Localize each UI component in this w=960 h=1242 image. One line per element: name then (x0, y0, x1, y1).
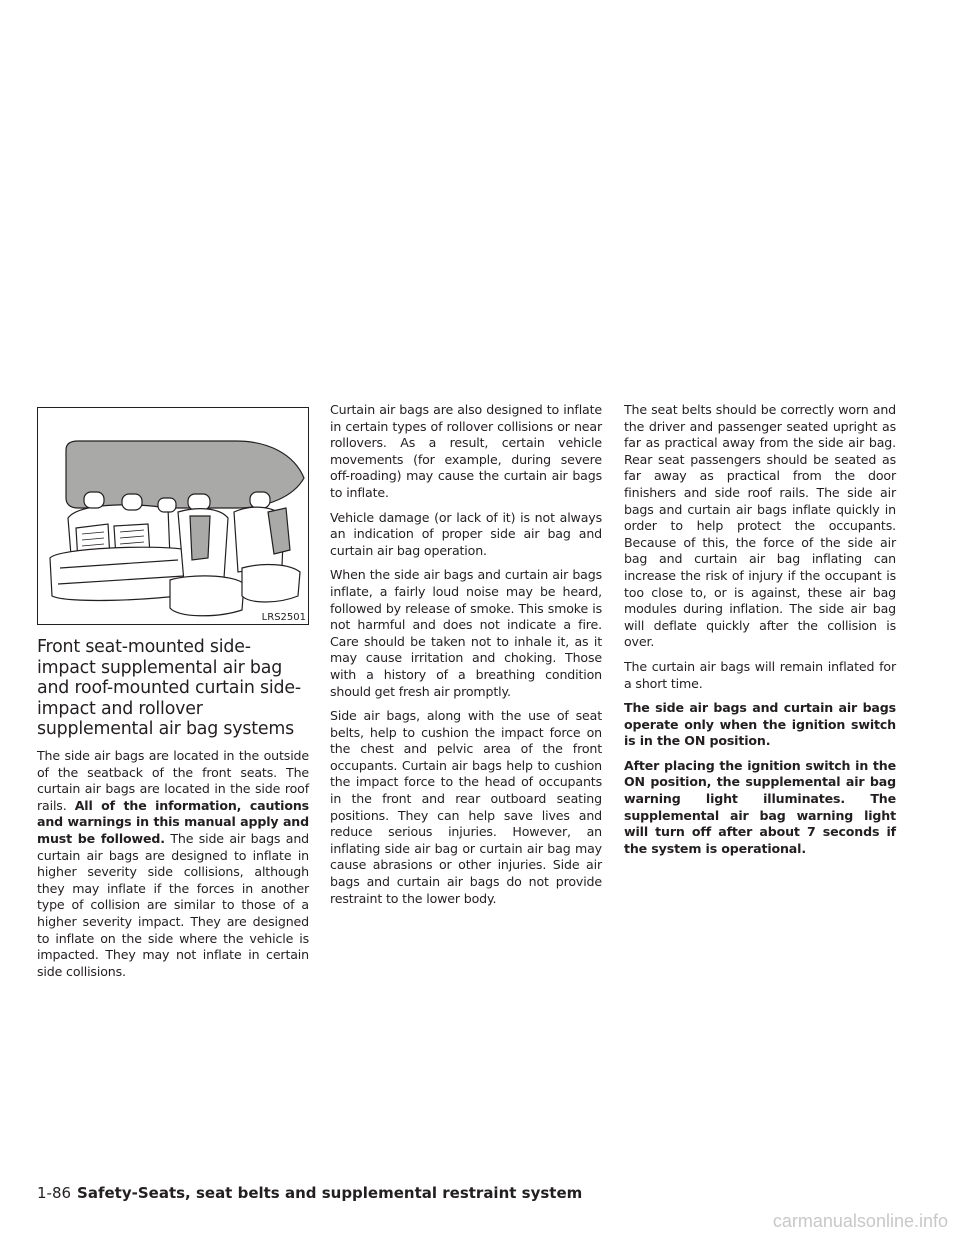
seat-belts-paragraph: The seat belts should be correctly worn and the driver and passenger seated upright as far as practical away from the side air bag. Rear seat passengers should be seated as far away as practical from the door finishers and side roof rails. The side air bags and curtain air bags inflate quickly in order to help protect the occupants. Because of this, the force of the side air bag and curtain air bag inflating can increase the risk of injury if the occupant is too close to, or is against, these air bag modules during inflation. The side air bag will deflate quickly after the collision is over. (624, 402, 896, 650)
column-2 (330, 402, 602, 915)
intro-text-continued: The side air bags and curtain air bags are designed to inflate in higher severity side collisions, although they may inflate if the forces in another type of collision are similar to those of a higher severity impact. They are designed to inflate on the side where the vehicle is impacted. They may not inflate in certain side collisions. (37, 830, 310, 979)
column-1 (37, 404, 309, 988)
intro-text: The side air bags are located in the outside of the seatback of the front seats. The curtain air bags are located in the side roof rails. (37, 747, 309, 813)
intro-paragraph (37, 748, 309, 980)
warning-light-paragraph: After placing the ignition switch in the ON position, the supplemental air bag warning light illuminates. The supplemental air bag warning light will turn off after about 7 seconds if the system is operational. (624, 757, 896, 856)
page-footer (37, 1184, 582, 1202)
seats-and-airbags-drawing (38, 408, 308, 624)
footer-title: Safety-Seats, seat belts and supplemental restraint system (77, 1184, 583, 1202)
page-number: 1-86 (37, 1184, 72, 1202)
watermark-text: carmanualsonline.info (772, 1211, 948, 1231)
section-heading: Front seat-mounted side-impact supplemental air bag and roof-mounted curtain side-impact and rollover supplemental air bag systems (37, 637, 301, 740)
figure-label: LRS2501 (261, 612, 306, 623)
curtain-remain-paragraph: The curtain air bags will remain inflated for a short time. (624, 658, 896, 691)
column-3 (624, 402, 896, 865)
rollover-paragraph: Curtain air bags are also designed to inflate in certain types of rollover collisions or near rollovers. As a result, certain vehicle movements (for example, during severe off-roading) may cause the curtain air bags to inflate. (330, 402, 602, 500)
ignition-operation-paragraph: The side air bags and curtain air bags operate only when the ignition switch is in the ON position. (624, 700, 896, 749)
intro-bold-warning: All of the information, cautions and warnings in this manual apply and must be followed. (37, 797, 309, 846)
inflation-noise-paragraph: When the side air bags and curtain air bags inflate, a fairly loud noise may be heard, followed by release of smoke. This smoke is not harmful and does not indicate a fire. Care should be taken not to inhale it, as it may cause irritation and choking. Those with a history of a breathing condition should get fresh air promptly. (330, 567, 602, 699)
vehicle-damage-paragraph: Vehicle damage (or lack of it) is not always an indication of proper side air bag and curtain air bag operation. (330, 509, 602, 558)
cushion-paragraph: Side air bags, along with the use of seat belts, help to cushion the impact force on the chest and pelvic area of the front occupants. Curtain air bags help to cushion the impact force to the head of occupants in the front and rear outboard seating positions. They can help save lives and reduce serious injuries. However, an inflating side air bag or curtain air bag may cause abrasions or other injuries. Side air bags and curtain air bags do not provide restraint to the lower body. (330, 708, 602, 906)
airbag-illustration (37, 407, 309, 625)
